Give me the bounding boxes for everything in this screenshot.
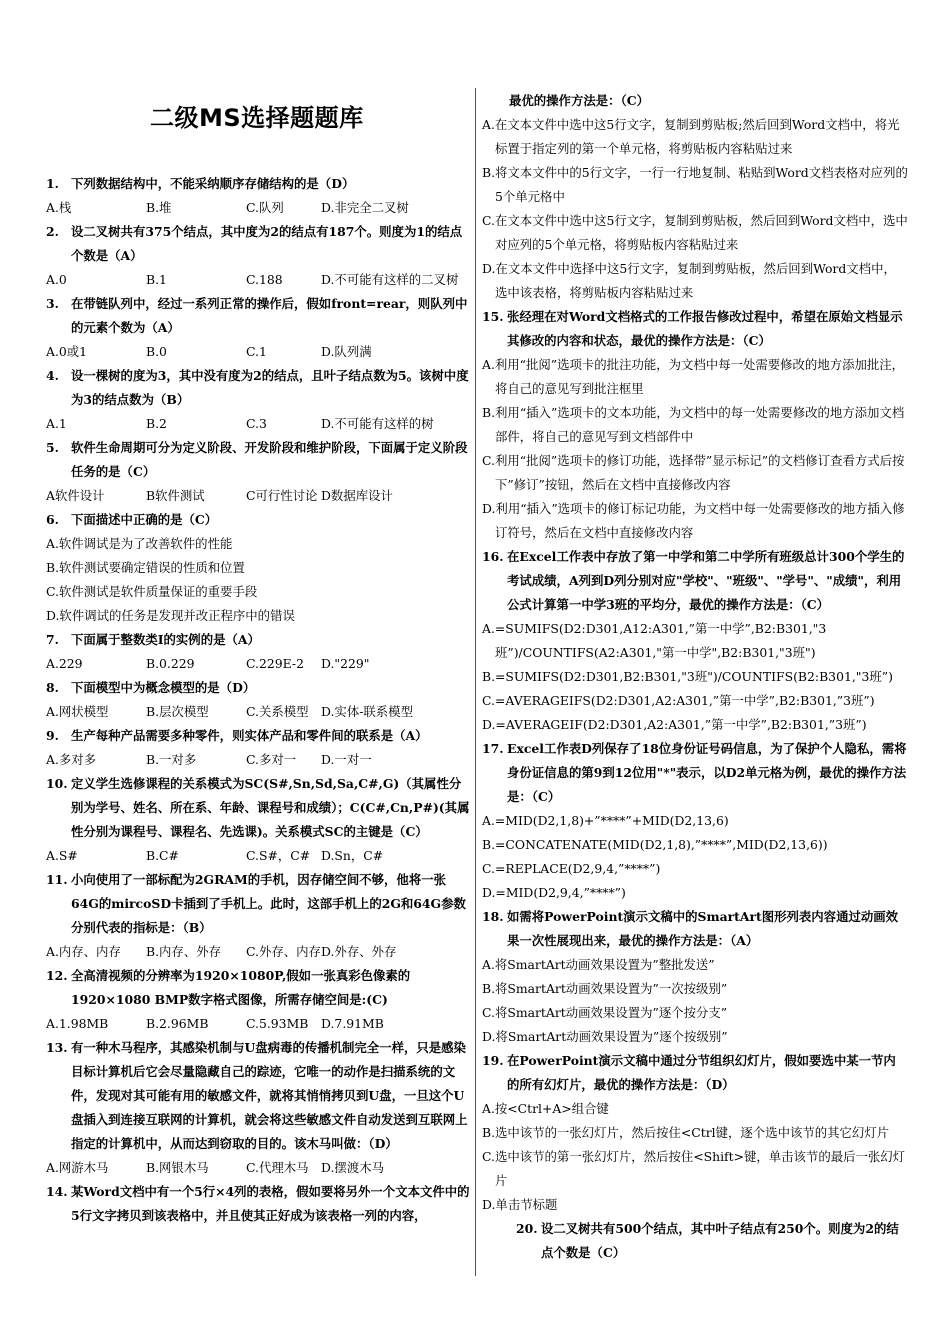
option-b: B.一对多 [146,752,197,767]
option-b: B.2 [146,416,167,431]
option-d: D.Sn，C# [321,848,384,863]
option-b: B.网银木马 [146,1160,209,1175]
question-continuation: 最优的操作方法是：（C） [509,93,649,108]
option-b: B.选中该节的一张幻灯片，然后按住<Ctrl键，逐个选中该节的其它幻灯片 [482,1125,890,1140]
option-d: D.一对一 [321,752,372,767]
option-a: A.将SmartArt动画效果设置为”整批发送” [482,957,715,972]
option-d: D."229" [321,656,370,671]
question-number: 12. [46,968,68,983]
question-text: 有一种木马程序，其感染机制与U盘病毒的传播机制完全一样，只是感染目标计算机后它会尽量隐藏自己的踪迹，它唯一的动作是扫描系统的文件，发现对其可能有用的敏感文件，就将其悄悄拷贝到U盘，一旦这个U盘插入到连接互联网的计算机，就会将这些敏感文件自动发送到互联网上指定的计算机中，从而达到窃取的目的。该木马叫做：（D） [71,1040,468,1151]
option-b: B.堆 [146,200,172,215]
option-c: C.队列 [246,200,284,215]
question-text: 下面模型中为概念模型的是（D） [71,680,256,695]
question-number: 8. [46,680,59,695]
option-c: C可行性讨论 [246,488,318,503]
question-text: Excel工作表D列保存了18位身份证号码信息，为了保护个人隐私，需将身份证信息的第9到12位用"*"表示，以D2单元格为例，最优的操作方法是：（C） [507,741,907,804]
question [482,305,908,353]
option-d: D.不可能有这样的树 [321,416,434,431]
option-b: B.0.229 [146,656,195,671]
question-text: 小向使用了一部标配为2GRAM的手机，因存储空间不够，他将一张64G的mircoSD卡插到了手机上。此时，这部手机上的2G和64G参数分别代表的指标是：（B） [71,872,466,935]
option-b: B.=SUMIFS(D2:D301,B2:B301,"3班")/COUNTIFS(B2:B301,"3班”) [482,669,893,684]
question-number: 19. [482,1053,504,1068]
question [46,292,470,340]
option-b: B.1 [146,272,167,287]
option-a: A.=MID(D2,1,8)+”****”+MID(D2,13,6) [482,813,729,828]
option-d: D.摆渡木马 [321,1160,384,1175]
option-c: C.3 [246,416,267,431]
option-a: A.按<Ctrl+A>组合键 [482,1101,609,1116]
question-text: 下面描述中正确的是（C） [71,512,218,527]
question-number: 15. [482,309,504,324]
option-a: A.利用“批阅”选项卡的批注功能，为文档中每一处需要修改的地方添加批注，将自己的意见写到批注框里 [482,357,905,396]
question [46,220,470,268]
option-d: D.非完全二叉树 [321,200,409,215]
option-d: D数据库设计 [321,488,393,503]
page-title: 二级MS选择题题库 [150,104,364,132]
question [46,364,470,412]
question-number: 6. [46,512,59,527]
option-b: B.C# [146,848,179,863]
option-c: C.外存、内存 [246,944,321,959]
option-b: B.层次模型 [146,704,209,719]
option-a: A.网状模型 [46,704,109,719]
question [482,737,908,809]
question-number: 14. [46,1184,68,1199]
option-d: D.队列满 [321,344,372,359]
option-c: C.=REPLACE(D2,9,4,”****”) [482,861,661,876]
option-a: A.0或1 [46,344,88,359]
question-number: 7. [46,632,59,647]
options-row [46,844,470,868]
question-text: 生产每种产品需要多种零件，则实体产品和零件间的联系是（A） [71,728,428,743]
question [482,1049,908,1097]
option-c: C.S#，C# [246,848,311,863]
question-text: 在PowerPoint演示文稿中通过分节组织幻灯片，假如要选中某一节内的所有幻灯片，最优的操作方法是：（D） [507,1053,896,1092]
option-a: A.S# [46,848,78,863]
question-text: 全高清视频的分辨率为1920×1080P,假如一张真彩色像素的1920×1080 BMP数字格式图像，所需存储空间是:(C) [71,968,411,1007]
question [46,772,470,844]
option-c: C.=AVERAGEIFS(D2:D301,A2:A301,”第一中学”,B2:B301,”3班”) [482,693,875,708]
question-text: 下面属于整数类I的实例的是（A） [71,632,260,647]
options-row [46,412,470,436]
options-row [46,484,470,508]
option-c: C.5.93MB [246,1016,309,1031]
options-row [46,1012,470,1036]
option-a: A.229 [46,656,83,671]
option-a: A软件设计 [46,488,105,503]
option-d: D.7.91MB [321,1016,384,1031]
option-c: C.软件测试是软件质量保证的重要手段 [46,584,258,599]
option-c: C.代理木马 [246,1160,309,1175]
option-c: C.在文本文件中选中这5行文字，复制到剪贴板，然后回到Word文档中，选中对应列的5个单元格，将剪贴板内容粘贴过来 [482,213,908,252]
option-c: C.多对一 [246,752,297,767]
options-row [46,340,470,364]
question-text: 设二叉树共有375个结点，其中度为2的结点有187个。则度为1的结点个数是（A） [71,224,463,263]
question [46,1036,470,1156]
question [46,676,470,700]
option-a: A.=SUMIFS(D2:D301,A12:A301,”第一中学”,B2:B301,"3班”)/COUNTIFS(A2:A301,"第一中学",B2:B301,"3班") [482,621,827,660]
question [46,508,470,532]
option-b: B.内存、外存 [146,944,221,959]
left-column [46,172,470,1228]
question-number: 1. [46,176,59,191]
option-a: A.1 [46,416,67,431]
question-text: 软件生命周期可分为定义阶段、开发阶段和维护阶段，下面属于定义阶段任务的是（C） [71,440,468,479]
option-d: D.外存、外存 [321,944,397,959]
options-row [46,652,470,676]
option-a: A.栈 [46,200,72,215]
option-a: A.多对多 [46,752,97,767]
option-c: C.1 [246,344,267,359]
option-a: A.网游木马 [46,1160,109,1175]
question-text: 下列数据结构中，不能采纳顺序存储结构的是（D） [71,176,355,191]
question-number: 13. [46,1040,68,1055]
question [46,628,470,652]
option-a: A.0 [46,272,67,287]
question [516,1217,908,1265]
option-d: D.在文本文件中选择中这5行文字，复制到剪贴板，然后回到Word文档中，选中该表格，将剪贴板内容粘贴过来 [482,261,896,300]
options-row [46,748,470,772]
question [482,905,908,953]
question [46,172,470,196]
option-c: C.选中该节的第一张幻灯片，然后按住<Shift>键，单击该节的最后一张幻灯片 [482,1149,906,1188]
question-text: 定义学生选修课程的关系模式为SC(S#,Sn,Sd,Sa,C#,G)（其属性分别为学号、姓名、所在系、年龄、课程号和成绩）；C(C#,Cn,P#)(其属性分别为课程号、课程名、先选课)。关系模式SC的主键是（C） [71,776,470,839]
question-text: 如需将PowerPoint演示文稿中的SmartArt图形列表内容通过动画效果一次性展现出来，最优的操作方法是：（A） [507,909,899,948]
option-d: D.利用“插入”选项卡的修订标记功能，为文档中每一处需要修改的地方插入修订符号，然后在文档中直接修改内容 [482,501,905,540]
option-c: C.229E-2 [246,656,304,671]
question [46,1180,470,1228]
option-c: C.188 [246,272,283,287]
option-d: D.不可能有这样的二叉树 [321,272,459,287]
question [482,545,908,617]
question-text: 张经理在对Word文档格式的工作报告修改过程中，希望在原始文档显示其修改的内容和状态，最优的操作方法是：（C） [507,309,903,348]
question-number: 5. [46,440,59,455]
question-text: 设二叉树共有500个结点，其中叶子结点有250个。则度为2的结点个数是（C） [541,1221,899,1260]
option-a: A.内存、内存 [46,944,121,959]
options-row [46,1156,470,1180]
option-b: B.将文本文件中的5行文字，一行一行地复制、粘贴到Word文档表格对应列的5个单元格中 [482,165,908,204]
question-number: 18. [482,909,504,924]
question [46,724,470,748]
option-d: D.将SmartArt动画效果设置为”逐个按级别” [482,1029,728,1044]
option-d: D.=MID(D2,9,4,”****”) [482,885,626,900]
option-c: C.利用“批阅”选项卡的修订功能，选择带”显示标记”的文档修订查看方式后按下”修订”按钮，然后在文档中直接修改内容 [482,453,905,492]
option-c: C.关系模型 [246,704,309,719]
option-c: C.将SmartArt动画效果设置为”逐个按分支” [482,1005,728,1020]
question-number: 10. [46,776,68,791]
option-d: D.=AVERAGEIF(D2:D301,A2:A301,”第一中学”,B2:B301,”3班”) [482,717,867,732]
option-d: D.软件调试的任务是发现并改正程序中的错误 [46,608,295,623]
question-text: 某Word文档中有一个5行×4列的表格，假如要将另外一个文本文件中的5行文字拷贝到该表格中，并且使其正好成为该表格一列的内容， [71,1184,470,1223]
option-b: B.0 [146,344,167,359]
question [46,868,470,940]
option-b: B.将SmartArt动画效果设置为”一次按级别” [482,981,728,996]
option-a: A.软件调试是为了改善软件的性能 [46,536,233,551]
option-a: A.在文本文件中选中这5行文字，复制到剪贴板;然后回到Word文档中，将光标置于指定列的第一个单元格，将剪贴板内容粘贴过来 [482,117,900,156]
question-number: 11. [46,872,68,887]
question-number: 9. [46,728,59,743]
question-number: 16. [482,549,504,564]
question [46,964,470,1012]
right-column [482,89,908,1265]
option-b: B软件测试 [146,488,205,503]
option-d: D.单击节标题 [482,1197,558,1212]
question-number: 3. [46,296,59,311]
question-number: 20. [516,1221,538,1236]
option-a: A.1.98MB [46,1016,109,1031]
column-divider [475,88,476,1276]
options-row [46,700,470,724]
question-number: 2. [46,224,59,239]
question-text: 在Excel工作表中存放了第一中学和第二中学所有班级总计300个学生的考试成绩，A列到D列分别对应"学校"、"班级"、"学号"、"成绩"，利用公式计算第一中学3班的平均分，最优的操作方法是：（C） [507,549,905,612]
question-number: 17. [482,741,504,756]
options-row [46,940,470,964]
question-text: 在带链队列中，经过一系列正常的操作后，假如front=rear，则队列中的元素个数为（A） [71,296,468,335]
option-b: B.软件测试要确定错误的性质和位置 [46,560,245,575]
question-number: 4. [46,368,59,383]
option-b: B.利用“插入”选项卡的文本功能，为文档中的每一处需要修改的地方添加文档部件，将自己的意见写到文档部件中 [482,405,905,444]
option-b: B.2.96MB [146,1016,209,1031]
options-row [46,268,470,292]
options-row [46,196,470,220]
option-d: D.实体-联系模型 [321,704,413,719]
question [46,436,470,484]
question-text: 设一棵树的度为3，其中没有度为2的结点，且叶子结点数为5。该树中度为3的结点数为（B） [71,368,469,407]
option-b: B.=CONCATENATE(MID(D2,1,8),”****”,MID(D2,13,6)) [482,837,828,852]
